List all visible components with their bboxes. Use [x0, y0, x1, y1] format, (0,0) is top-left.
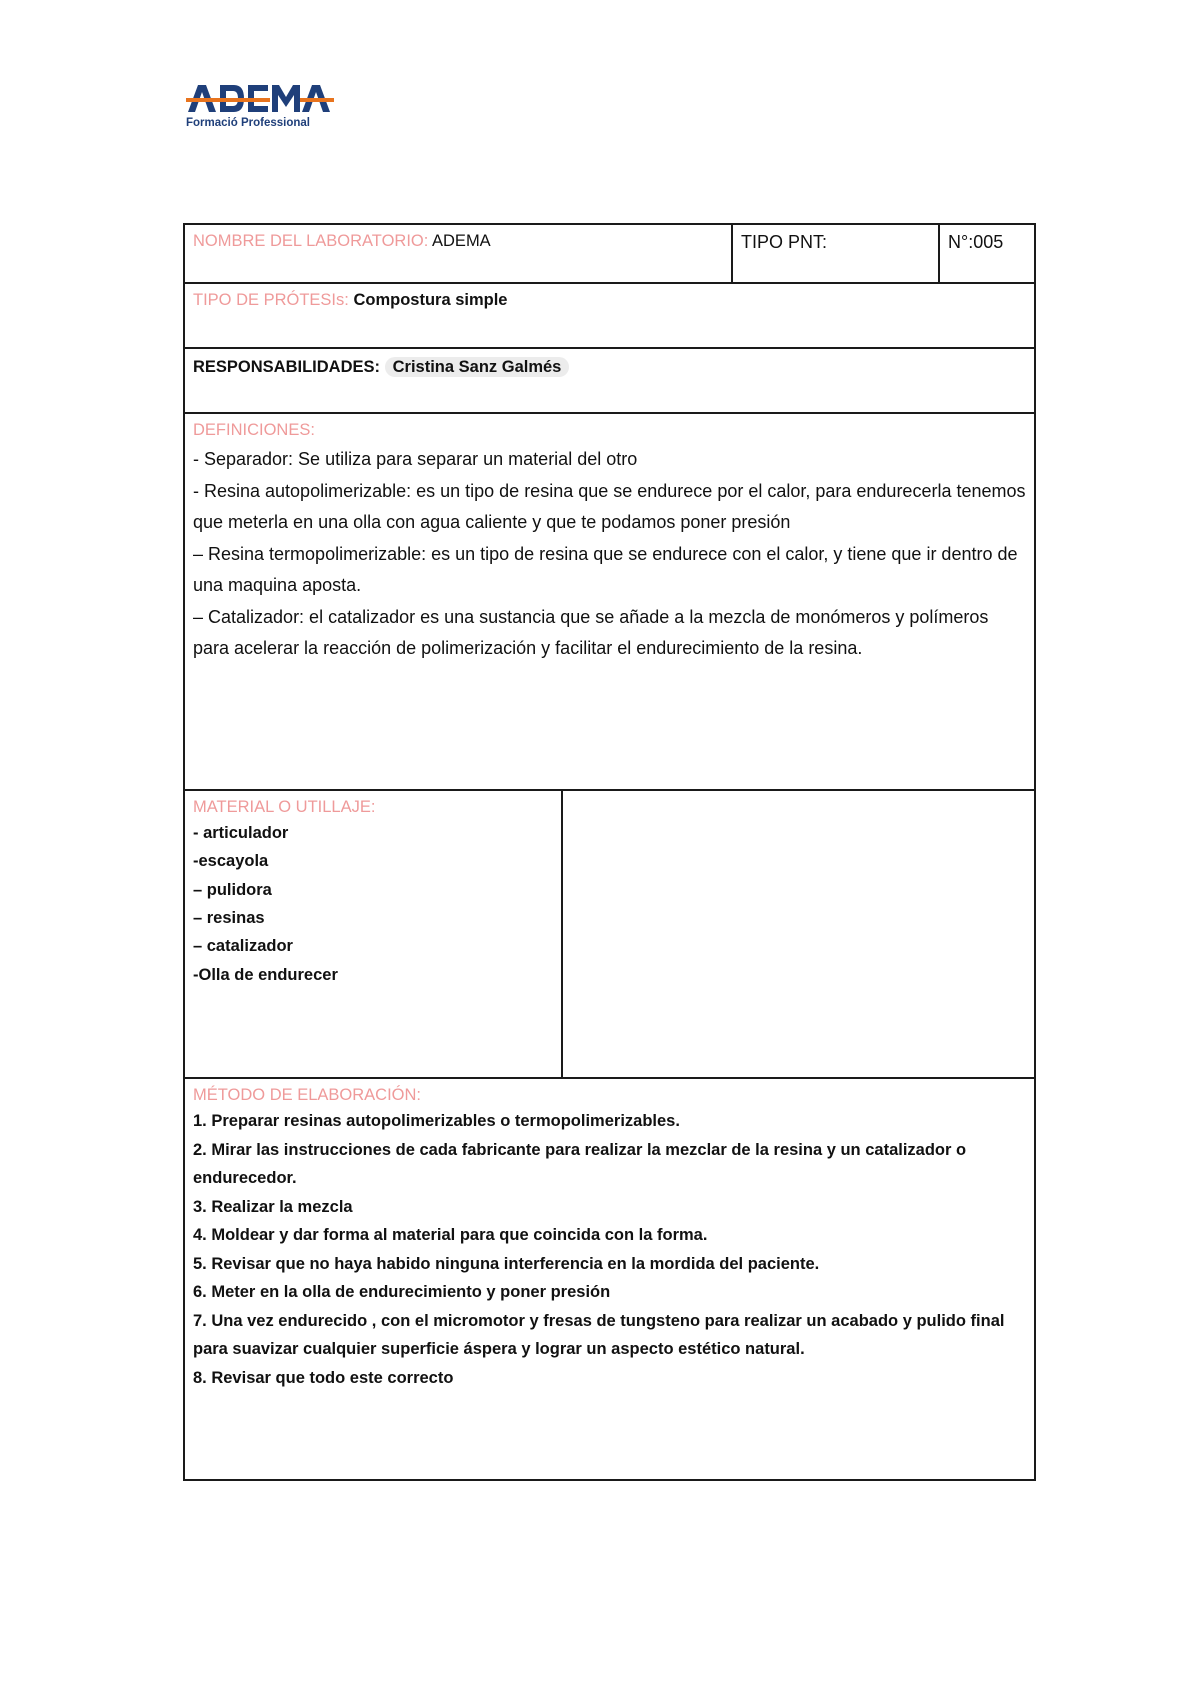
protesis-row	[184, 283, 1035, 348]
metodo-step: 2. Mirar las instrucciones de cada fabricante para realizar la mezclar de la resina y un catalizador o endurecedor.	[193, 1140, 967, 1188]
responsabilidades-value: Cristina Sanz Galmés	[385, 357, 570, 377]
material-row	[184, 790, 1035, 1078]
responsabilidades-cell	[184, 348, 1035, 413]
metodo-row	[184, 1078, 1035, 1480]
metodo-step: 3. Realizar la mezcla	[193, 1197, 353, 1216]
definicion-item: - Resina autopolimerizable: es un tipo de resina que se endurece por el calor, para endurecerla tenemos que meterla en una olla con agua caliente y que te podamos poner presión	[193, 480, 1026, 533]
material-item: -Olla de endurecer	[193, 965, 338, 984]
lab-cell	[184, 224, 732, 283]
metodo-step: 8. Revisar que todo este correcto	[193, 1368, 454, 1387]
metodo-cell	[184, 1078, 1035, 1480]
lab-label: NOMBRE DEL LABORATORIO:	[193, 232, 429, 250]
definiciones-cell	[184, 413, 1035, 790]
header-row	[184, 224, 1035, 283]
definicion-item: - Separador: Se utiliza para separar un material del otro	[193, 449, 638, 470]
metodo-title: MÉTODO DE ELABORACIÓN:	[193, 1086, 421, 1104]
material-list	[193, 819, 553, 989]
metodo-step: 6. Meter en la olla de endurecimiento y poner presión	[193, 1283, 611, 1302]
material-item: – catalizador	[193, 937, 293, 956]
number-cell	[939, 224, 1035, 283]
number-label: N°:005	[948, 232, 1004, 252]
material-title: MATERIAL O UTILLAJE:	[193, 798, 376, 816]
material-item: – pulidora	[193, 880, 272, 899]
logo-subtitle: Formació Professional	[186, 117, 310, 129]
material-item: – resinas	[193, 908, 265, 927]
responsabilidades-row	[184, 348, 1035, 413]
material-item: - articulador	[193, 824, 289, 843]
definicion-item: – Catalizador: el catalizador es una sustancia que se añade a la mezcla de monómeros y polímeros para acelerar la reacción de polimerización y facilitar el endurecimiento de la resina.	[193, 606, 989, 659]
definiciones-title: DEFINICIONES:	[193, 421, 315, 439]
adema-logo-graphic	[186, 82, 336, 132]
tipo-pnt-label: TIPO PNT:	[741, 232, 828, 252]
definiciones-row	[184, 413, 1035, 790]
metodo-step: 1. Preparar resinas autopolimerizables o termopolimerizables.	[193, 1112, 680, 1131]
definicion-item: – Resina termopolimerizable: es un tipo de resina que se endurece con el calor, y tiene que ir dentro de una maquina aposta.	[193, 543, 1018, 596]
protesis-label: TIPO DE PRÓTESIs:	[193, 291, 349, 309]
definiciones-list	[193, 444, 1026, 665]
material-cell	[184, 790, 562, 1078]
metodo-step: 5. Revisar que no haya habido ninguna interferencia en la mordida del paciente.	[193, 1254, 820, 1273]
adema-logo	[186, 82, 336, 132]
protesis-cell	[184, 283, 1035, 348]
material-empty-cell	[562, 790, 1035, 1078]
tipo-pnt-cell	[732, 224, 939, 283]
metodo-list	[193, 1107, 1026, 1392]
protesis-value: Compostura simple	[353, 291, 508, 309]
material-item: -escayola	[193, 852, 269, 871]
metodo-step: 4. Moldear y dar forma al material para que coincida con la forma.	[193, 1226, 708, 1245]
responsabilidades-label: RESPONSABILIDADES:	[193, 358, 381, 376]
metodo-step: 7. Una vez endurecido , con el micromotor y fresas de tungsteno para realizar un acabado y pulido final para suavizar cualquier superficie áspera y lograr un aspecto estético natural.	[193, 1311, 1005, 1359]
lab-value: ADEMA	[432, 232, 491, 250]
pnt-form	[183, 223, 1036, 1481]
